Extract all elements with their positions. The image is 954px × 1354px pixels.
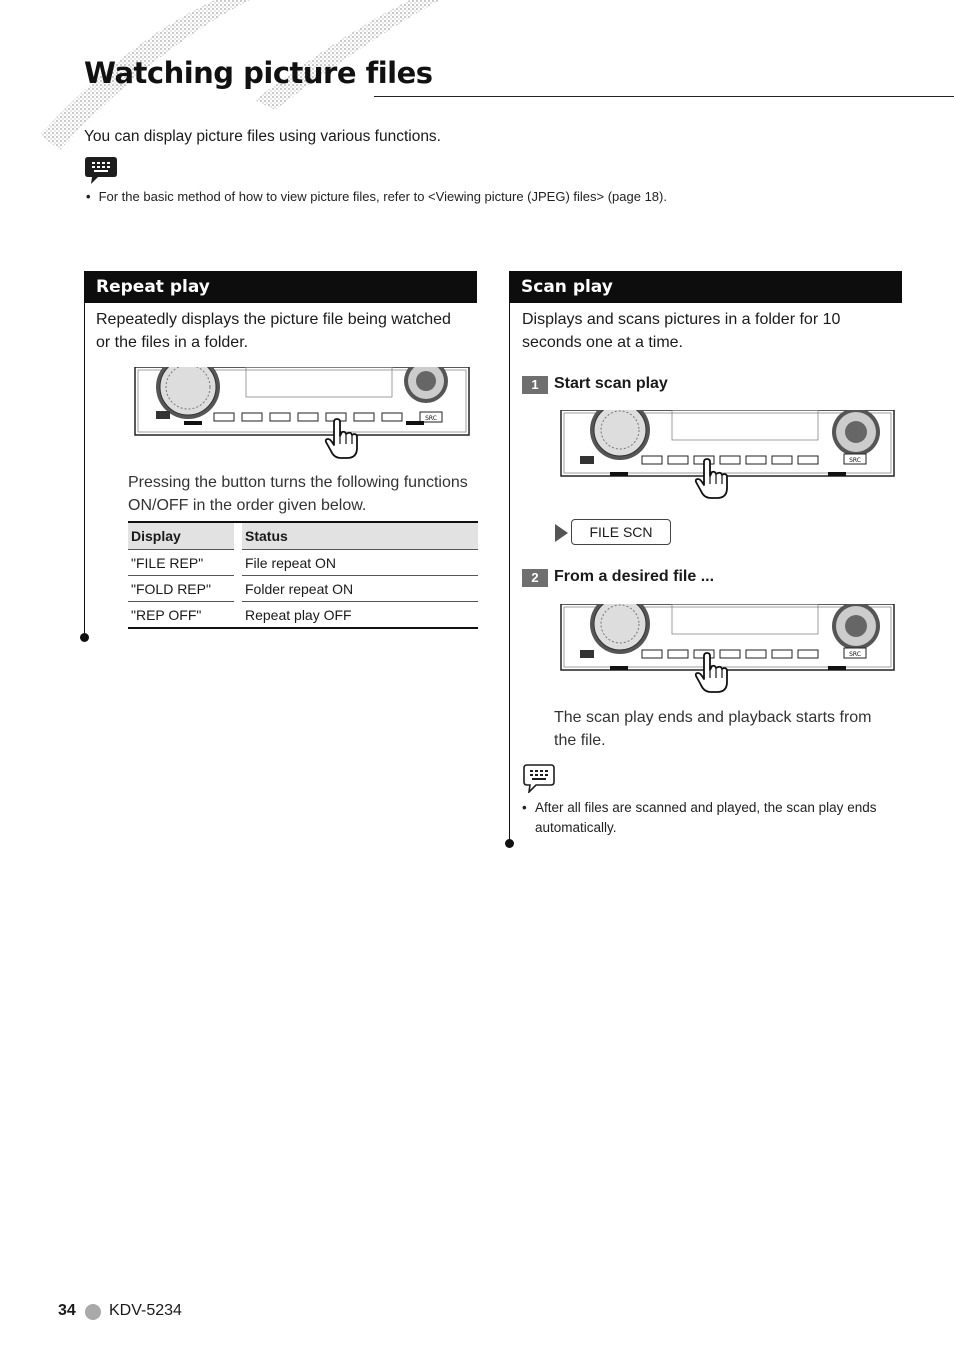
bullet-icon: • bbox=[86, 189, 91, 204]
table-row bbox=[128, 602, 478, 629]
src-label: SRC bbox=[849, 651, 861, 658]
bullet-icon: • bbox=[522, 800, 527, 815]
src-label: SRC bbox=[425, 415, 437, 422]
repeat-play-instruction: Pressing the button turns the following functions ON/OFF in the order given below. bbox=[128, 474, 468, 514]
section-rule bbox=[509, 303, 510, 841]
note-text: For the basic method of how to view picture files, refer to <Viewing picture (JPEG) files> (page 18). bbox=[98, 189, 667, 204]
scan-note bbox=[522, 798, 897, 838]
table-cell-status: Repeat play OFF bbox=[242, 602, 478, 629]
section-rule bbox=[84, 303, 85, 636]
section-end-dot bbox=[505, 839, 514, 848]
table-header-row bbox=[128, 522, 478, 550]
pointing-hand-icon bbox=[692, 652, 732, 694]
scan-note-text: After all files are scanned and played, the scan play ends automatically. bbox=[535, 800, 877, 835]
note-bullet bbox=[86, 189, 667, 204]
pointing-hand-icon bbox=[692, 458, 732, 500]
repeat-play-description: Repeatedly displays the picture file being watched or the files in a folder. bbox=[96, 311, 451, 351]
table-cell-display: "FOLD REP" bbox=[128, 576, 234, 602]
section-end-dot bbox=[80, 633, 89, 642]
pointing-hand-icon bbox=[322, 418, 362, 460]
table-header-display: Display bbox=[128, 522, 234, 550]
model-name: KDV-5234 bbox=[109, 1302, 182, 1319]
repeat-status-table bbox=[128, 521, 478, 629]
step-2-label: From a desired file ... bbox=[554, 568, 715, 585]
table-header-status: Status bbox=[242, 522, 478, 550]
table-row bbox=[128, 550, 478, 576]
note-icon bbox=[522, 763, 556, 793]
table-cell-status: Folder repeat ON bbox=[242, 576, 478, 602]
step-1-badge: 1 bbox=[522, 376, 548, 394]
table-cell-display: "FILE REP" bbox=[128, 550, 234, 576]
table-row bbox=[128, 576, 478, 602]
page-number: 34 bbox=[58, 1302, 76, 1319]
step-2-badge: 2 bbox=[522, 569, 548, 587]
arrow-right-icon bbox=[555, 524, 568, 542]
page-title: Watching picture files bbox=[84, 56, 433, 90]
intro-text: You can display picture files using various functions. bbox=[84, 128, 441, 145]
scan-play-heading: Scan play bbox=[509, 271, 902, 303]
title-divider bbox=[374, 96, 954, 97]
car-stereo-faceplate bbox=[134, 367, 472, 457]
display-readout: FILE SCN bbox=[571, 519, 671, 545]
page-separator-dot bbox=[85, 1304, 101, 1320]
src-label: SRC bbox=[849, 457, 861, 464]
step-1-label: Start scan play bbox=[554, 375, 668, 392]
note-icon bbox=[84, 155, 118, 185]
scan-play-description: Displays and scans pictures in a folder for 10 seconds one at a time. bbox=[522, 311, 841, 351]
table-cell-status: File repeat ON bbox=[242, 550, 478, 576]
scan-play-result: The scan play ends and playback starts from the file. bbox=[554, 709, 872, 749]
repeat-play-heading: Repeat play bbox=[84, 271, 477, 303]
table-cell-display: "REP OFF" bbox=[128, 602, 234, 629]
